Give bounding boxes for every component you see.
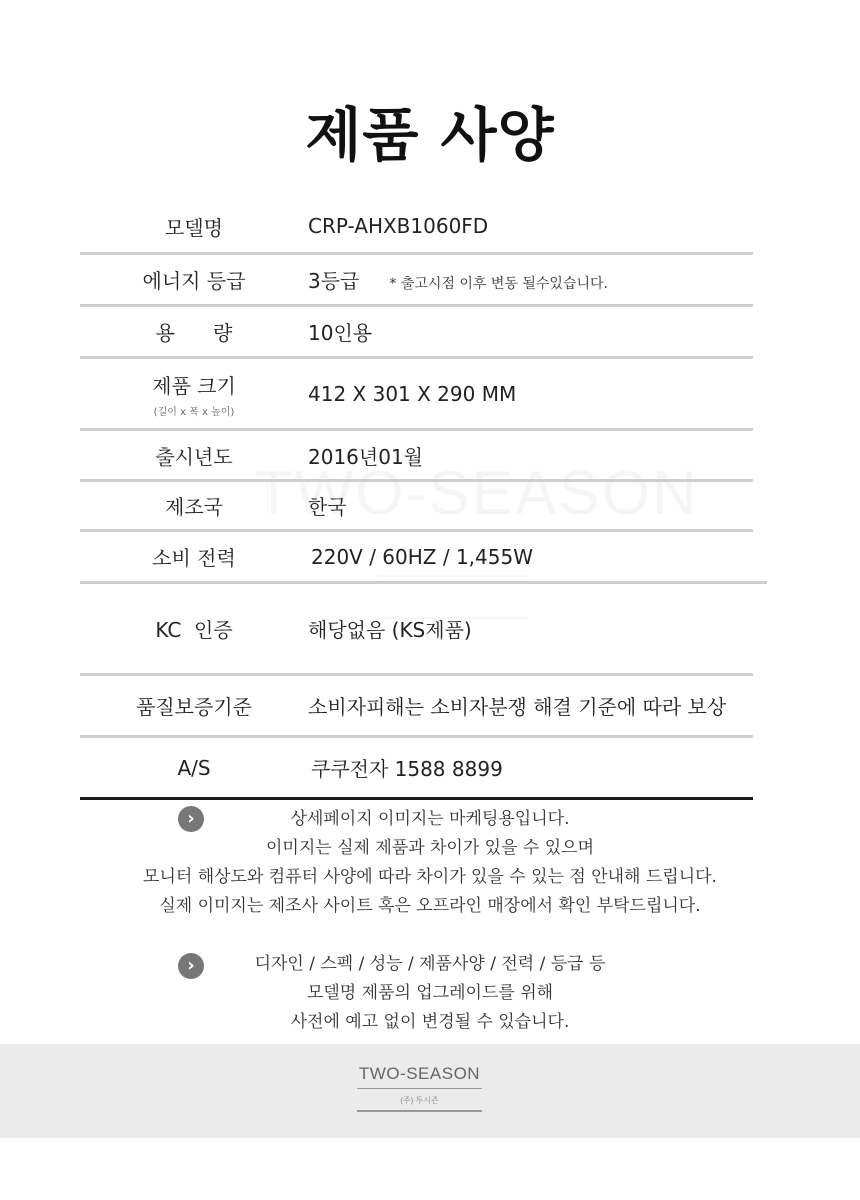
notice-line: 모니터 해상도와 컴퓨터 사양에 따라 차이가 있을 수 있는 점 안내해 드립니다. (143, 867, 717, 887)
spec-label: 소비 전력 (152, 546, 236, 570)
spec-value: 220V / 60HZ / 1,455W (311, 544, 533, 569)
spec-value: 한국 (308, 495, 347, 519)
spec-row-as (80, 738, 753, 797)
spec-label: KC 인증 (155, 618, 233, 642)
company-name: (주) 투시즌 (357, 1089, 482, 1112)
spec-label: 출시년도 (155, 444, 233, 469)
footer (0, 1044, 860, 1138)
spec-row-kc (80, 584, 753, 673)
notice-line: 사전에 예고 없이 변경될 수 있습니다. (290, 1012, 570, 1032)
brand-name: TWO-SEASON (357, 1064, 482, 1089)
energy-note: * 출고시점 이후 변동 될수있습니다. (389, 276, 608, 292)
notice-group-image (0, 805, 860, 921)
spec-row-model (80, 200, 753, 252)
spec-value: 3등급 (308, 269, 360, 293)
spec-value-wrap (308, 265, 753, 294)
brand-logo (357, 1064, 482, 1112)
spec-label-sub: (길이 x 폭 x 높이) (153, 406, 235, 418)
spec-label: 용 량 (155, 321, 233, 345)
spec-row-capacity (80, 307, 753, 356)
spec-row-warranty (80, 676, 753, 735)
notice-line: 모델명 제품의 업그레이드를 위해 (306, 983, 554, 1003)
spec-value: 소비자피해는 소비자분쟁 해결 기준에 따라 보상 (308, 695, 727, 719)
spec-value: 10인용 (308, 321, 373, 345)
spec-label: 제조국 (165, 495, 223, 519)
spec-label: 모델명 (165, 215, 223, 240)
spec-label: 품질보증기준 (136, 695, 252, 719)
table-bottom-border (80, 797, 753, 800)
notice-section (0, 805, 860, 1037)
spec-label: 에너지 등급 (142, 269, 246, 293)
notice-group-spec (0, 950, 860, 1037)
spec-row-energy (80, 255, 753, 304)
spec-row-size (80, 359, 753, 428)
spec-row-country (80, 482, 753, 529)
notice-line: 상세페이지 이미지는 마케팅용입니다. (290, 809, 570, 829)
spec-value: 쿠쿠전자 1588 8899 (311, 757, 503, 781)
notice-line: 이미지는 실제 제품과 차이가 있을 수 있으며 (265, 838, 595, 858)
spec-value: CRP-AHXB1060FD (308, 214, 489, 238)
spec-row-power (80, 532, 753, 581)
chevron-right-circle-icon: › (178, 953, 204, 979)
spec-row-release (80, 431, 753, 479)
chevron-right-circle-icon: › (178, 806, 204, 832)
spec-value: 412 X 301 X 290 MM (308, 381, 517, 406)
spec-label: A/S (177, 755, 211, 780)
notice-line: 실제 이미지는 제조사 사이트 혹은 오프라인 매장에서 확인 부탁드립니다. (159, 896, 701, 916)
spec-table (80, 200, 753, 800)
spec-label-wrap (80, 370, 308, 418)
page-title: 제품 사양 (305, 101, 555, 169)
spec-label: 제품 크기 (152, 373, 236, 398)
spec-value: 해당없음 (KS제품) (308, 618, 472, 642)
spec-value: 2016년01월 (308, 444, 423, 469)
notice-line: 디자인 / 스펙 / 성능 / 제품사양 / 전력 / 등급 등 (254, 954, 606, 974)
